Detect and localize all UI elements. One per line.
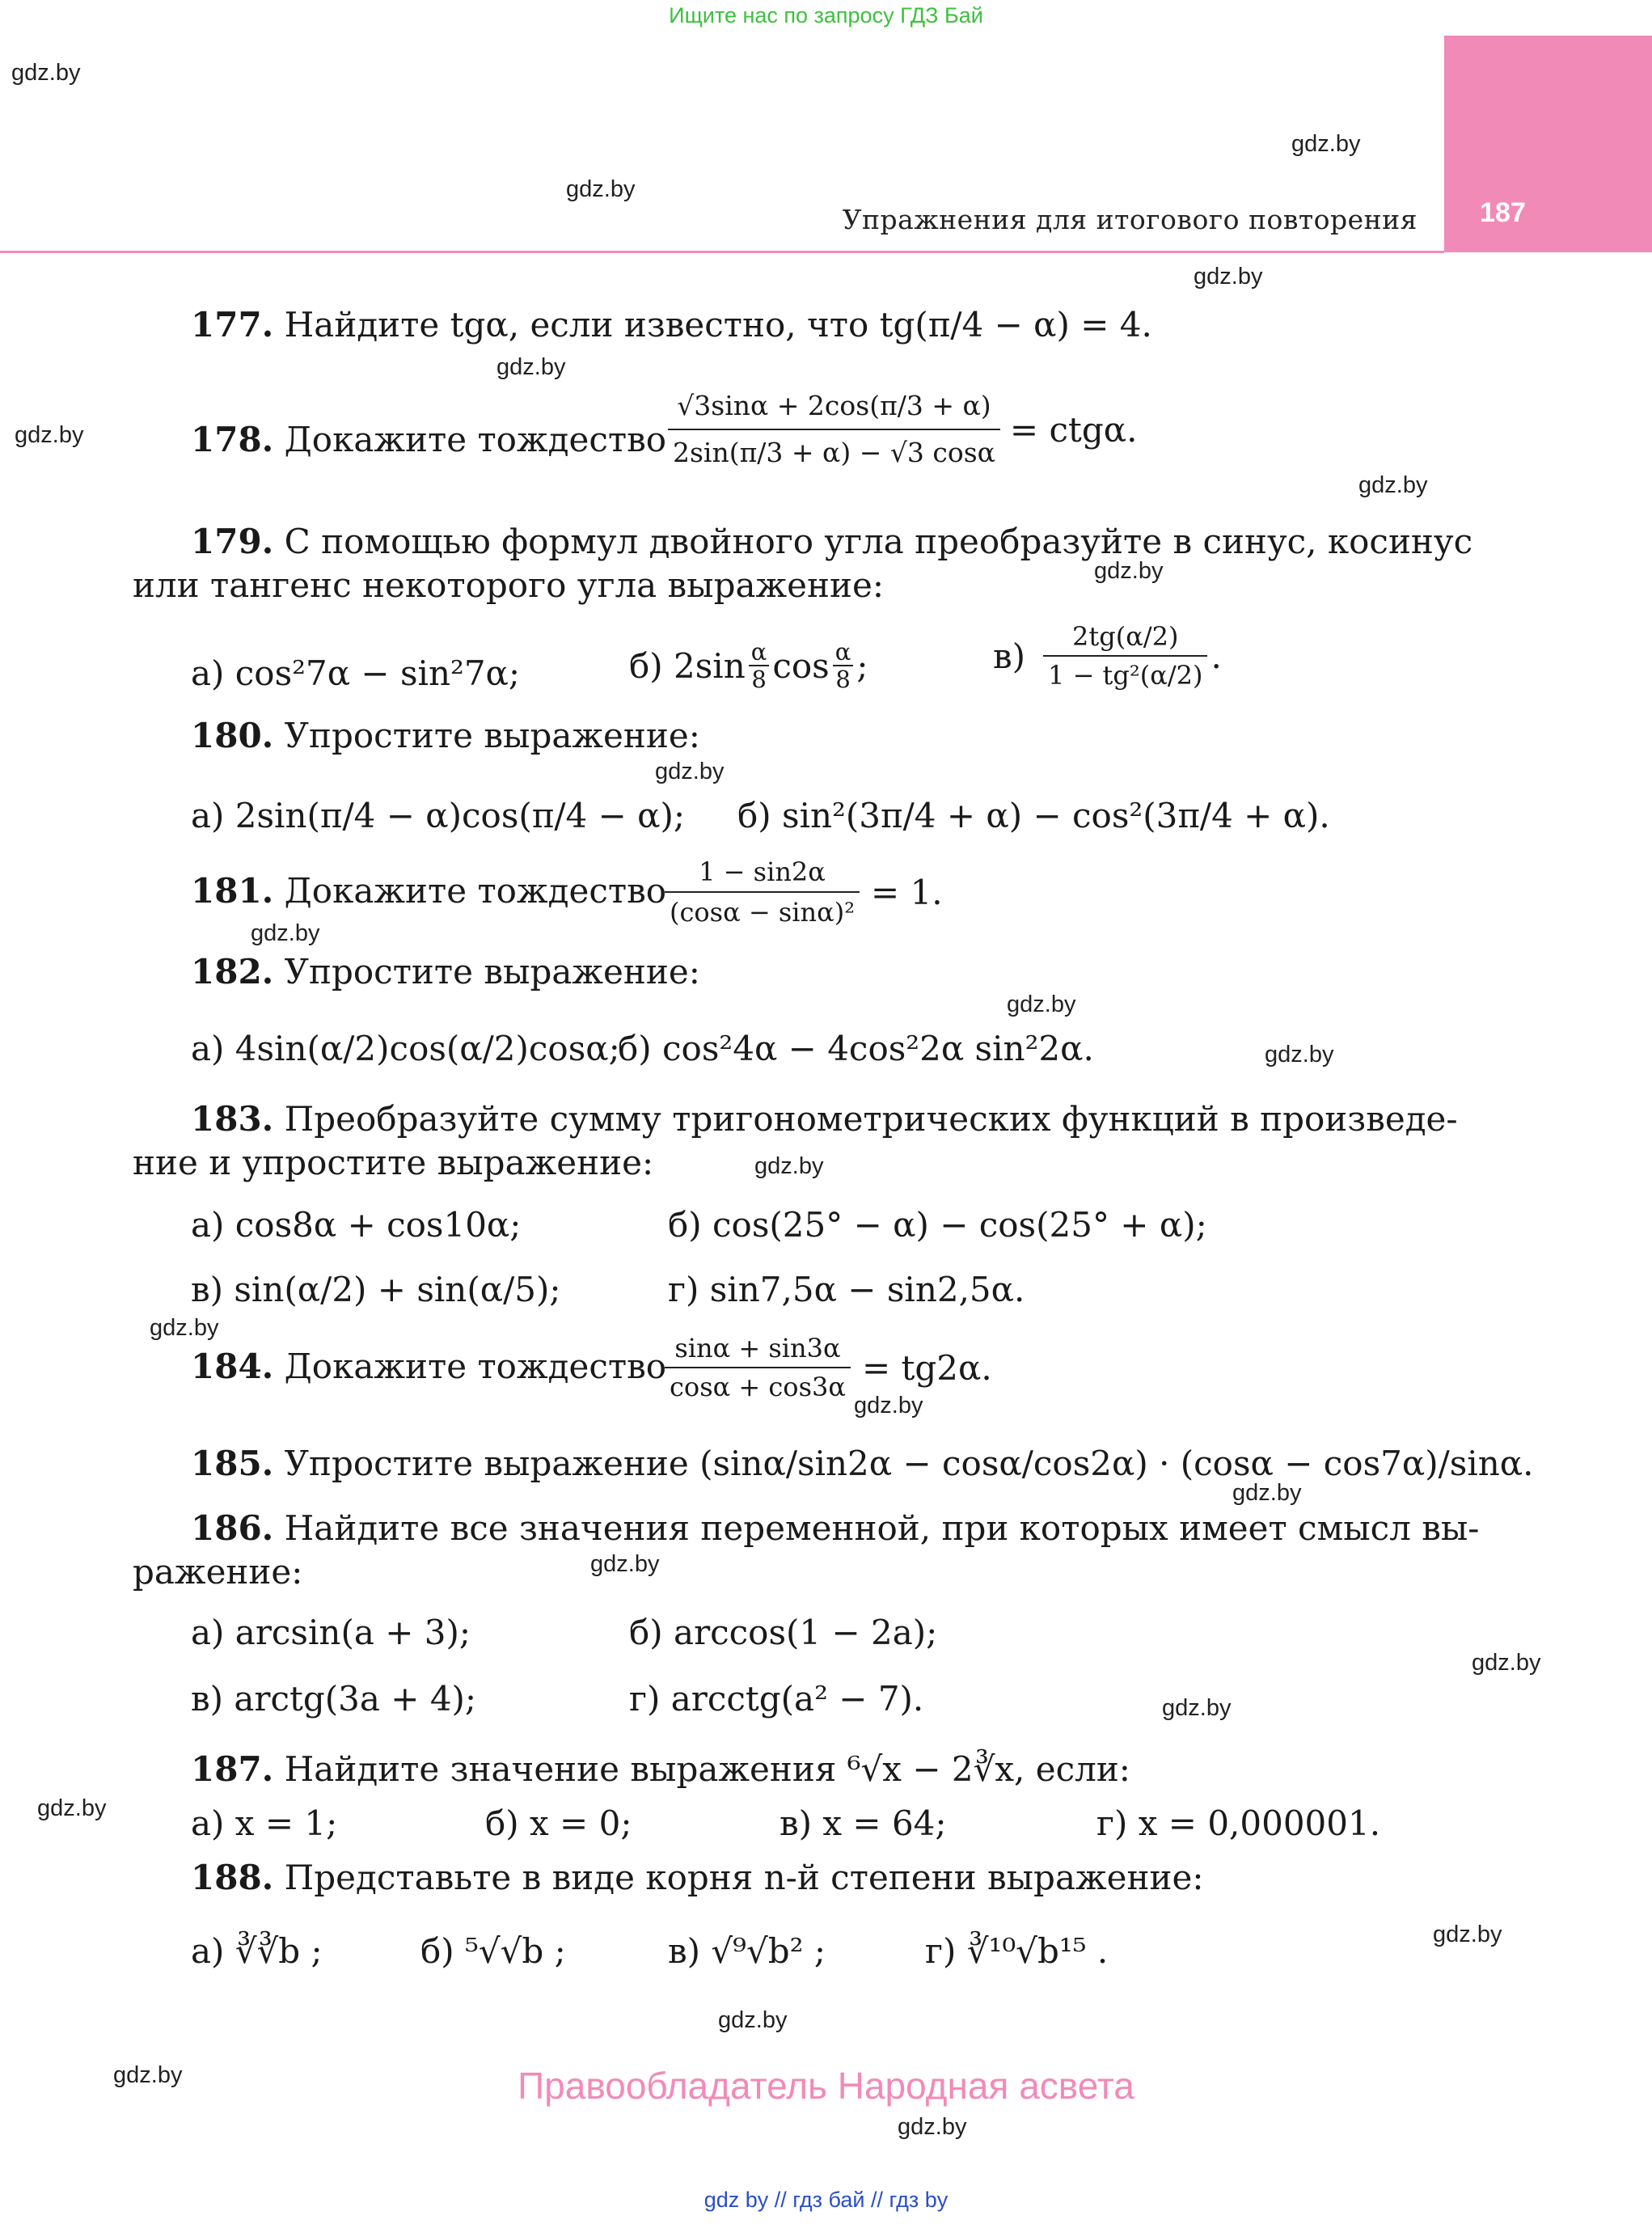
fraction: $\frac{\alpha}{8}$ <box>749 639 770 692</box>
denominator: 1 − tg²(α/2) <box>1043 655 1207 694</box>
fraction <box>1043 618 1207 694</box>
item-b: б) sin²(3π/4 + α) − cos²(3π/4 + α). <box>737 796 1330 835</box>
item-c: в) x = 64; <box>780 1803 947 1843</box>
item-c-label: в) <box>993 636 1026 676</box>
item-a: а) 4sin(α/2)cos(α/2)cosα; <box>191 1029 620 1068</box>
exercise-math: tg(π/4 − α) = 4. <box>879 305 1152 345</box>
numerator: 2tg(α/2) <box>1072 621 1179 652</box>
denominator: 2sin(π/3 + α) − √3 cosα <box>668 429 1000 476</box>
watermark: gdz.by <box>898 2114 967 2140</box>
rhs: = tg2α. <box>861 1347 992 1388</box>
item-a: а) 2sin(π/4 − α)cos(π/4 − α); <box>191 796 686 835</box>
footer-links[interactable]: gdz by // гдз бай // гдз by <box>703 2188 949 2212</box>
exercise-178 <box>191 421 666 459</box>
watermark: gdz.by <box>718 2007 788 2033</box>
exercise-text-cont: или тангенс некоторого угла выражение: <box>133 565 885 605</box>
header-rule <box>0 251 1444 253</box>
exercise-182 <box>191 953 700 991</box>
exercise-text: Преобразуйте сумму тригонометрических функций в произведе- <box>284 1099 1458 1139</box>
exercise-number: 182. <box>191 952 274 991</box>
exercise-179 <box>191 522 1472 561</box>
exercise-number: 185. <box>191 1444 274 1483</box>
exercise-text: Упростите выражение: <box>284 716 700 755</box>
page-number: 187 <box>1480 197 1526 228</box>
watermark: gdz.by <box>754 1153 824 1179</box>
exercise-187 <box>191 1750 1130 1789</box>
watermark: gdz.by <box>251 920 320 946</box>
watermark: gdz.by <box>1433 1922 1502 1947</box>
exercise-text-cont: ражение: <box>133 1552 303 1592</box>
exercise-number: 178. <box>191 420 274 459</box>
watermark: gdz.by <box>1358 472 1428 498</box>
exercise-text: С помощью формул двойного угла преобразуйте в синус, косинус <box>284 522 1473 561</box>
exercise-math: (sinα/sin2α − cosα/cos2α) · (cosα − cos7α)/sinα. <box>699 1444 1534 1483</box>
fraction <box>665 852 860 932</box>
watermark: gdz.by <box>590 1551 660 1577</box>
watermark: gdz.by <box>566 176 636 202</box>
exercise-math: ⁶√x − 2∛x, если: <box>847 1749 1130 1789</box>
exercise-text: Докажите тождество <box>284 871 667 911</box>
exercise-text: Упростите выражение <box>284 1444 689 1483</box>
item-b: б) cos(25° − α) − cos(25° + α); <box>668 1205 1207 1245</box>
exercise-number: 180. <box>191 716 274 755</box>
watermark: gdz.by <box>1472 1650 1541 1676</box>
item-a: а) ∛∛b ; <box>191 1931 323 1971</box>
numerator: 1 − sin2α <box>699 856 826 887</box>
watermark: gdz.by <box>37 1795 107 1821</box>
exercise-number: 184. <box>191 1347 274 1386</box>
numerator: √3sinα + 2cos(π/3 + α) <box>677 390 991 421</box>
watermark: gdz.by <box>496 354 566 380</box>
top-banner: Ищите нас по запросу ГДЗ Бай <box>669 3 983 27</box>
watermark: gdz.by <box>1291 131 1361 157</box>
watermark: gdz.by <box>655 759 725 784</box>
item-a: а) x = 1; <box>191 1803 338 1843</box>
exercise-text: Найдите tgα, если известно, что <box>284 305 869 345</box>
item-b: б) ⁵√√b ; <box>420 1931 566 1971</box>
item-a: а) arcsin(a + 3); <box>191 1613 471 1652</box>
item-c: в) sin(α/2) + sin(α/5); <box>191 1270 561 1309</box>
exercise-181 <box>191 872 666 911</box>
exercise-184 <box>191 1347 666 1386</box>
exercise-text-cont: ние и упростите выражение: <box>133 1143 654 1182</box>
exercise-178-math <box>665 383 1137 476</box>
item-c: в) arctg(3a + 4); <box>191 1679 477 1719</box>
watermark: gdz.by <box>113 2062 183 2088</box>
exercise-text: Упростите выражение: <box>284 952 700 991</box>
exercise-text: Найдите все значения переменной, при которых имеет смысл вы- <box>284 1508 1480 1548</box>
item-d: г) sin7,5α − sin2,5α. <box>668 1270 1025 1309</box>
exercise-number: 177. <box>191 305 274 345</box>
denominator: cosα + cos3α <box>665 1367 851 1406</box>
copyright-footer: Правообладатель Народная асвета <box>518 2065 1134 2107</box>
item-a: а) cos²7α − sin²7α; <box>191 653 521 693</box>
exercise-number: 181. <box>191 871 274 911</box>
exercise-text: Найдите значение выражения <box>284 1749 837 1789</box>
watermark: gdz.by <box>11 60 81 86</box>
rhs: = ctgα. <box>1009 409 1138 450</box>
numerator: sinα + sin3α <box>674 1333 841 1364</box>
exercise-number: 188. <box>191 1858 274 1897</box>
denominator: (cosα − sinα)² <box>665 891 860 932</box>
exercise-183 <box>191 1100 1458 1139</box>
item-d: г) ∛¹⁰√b¹⁵ . <box>925 1931 1109 1971</box>
watermark: gdz.by <box>1094 558 1164 584</box>
item-b: б) arccos(1 − 2a); <box>629 1613 938 1652</box>
fraction <box>665 1330 851 1406</box>
item-b: б) 2sin $\frac{\alpha}{8}$ cos $\frac{\alpha}{8}$ ; <box>629 638 868 693</box>
watermark: gdz.by <box>854 1393 923 1419</box>
exercise-number: 179. <box>191 522 274 561</box>
exercise-number: 183. <box>191 1099 274 1139</box>
exercise-text: Докажите тождество <box>284 420 667 459</box>
item-b: б) cos²4α − 4cos²2α sin²2α. <box>618 1029 1094 1068</box>
watermark: gdz.by <box>1162 1695 1232 1721</box>
watermark: gdz.by <box>1265 1042 1334 1068</box>
watermark: gdz.by <box>1232 1480 1302 1506</box>
exercise-186 <box>191 1509 1480 1548</box>
rhs: = 1. <box>871 872 943 912</box>
exercise-number: 186. <box>191 1508 274 1548</box>
exercise-181-math <box>661 852 943 932</box>
exercise-188 <box>191 1858 1203 1897</box>
item-a: а) cos8α + cos10α; <box>191 1205 522 1245</box>
item-b: б) x = 0; <box>485 1803 632 1843</box>
exercise-number: 187. <box>191 1749 274 1789</box>
fraction: $\frac{\alpha}{8}$ <box>833 639 854 692</box>
exercise-177 <box>191 306 1152 345</box>
item-d: г) arcctg(a² − 7). <box>629 1679 924 1719</box>
fraction <box>668 383 1000 476</box>
exercise-text: Докажите тождество <box>284 1347 667 1386</box>
item-b-label: б) 2sin <box>629 645 746 686</box>
item-b-tail: ; <box>856 645 868 686</box>
exercise-185 <box>191 1444 1534 1483</box>
exercise-text: Представьте в виде корня n-й степени выражение: <box>284 1858 1204 1897</box>
watermark: gdz.by <box>1007 991 1076 1017</box>
watermark: gdz.by <box>150 1315 219 1341</box>
exercise-180 <box>191 717 700 755</box>
watermark: gdz.by <box>1194 264 1263 290</box>
running-head: Упражнения для итогового повторения <box>842 204 1418 235</box>
item-c: в) √⁹√b² ; <box>668 1931 826 1971</box>
item-c: в) $\frac{2tg(\alpha/2)}{\text{1 − tg²(α/2)}}$ . <box>993 618 1222 694</box>
exercise-184-math <box>661 1330 992 1406</box>
item-d: г) x = 0,000001. <box>1096 1803 1381 1843</box>
watermark: gdz.by <box>15 422 84 448</box>
